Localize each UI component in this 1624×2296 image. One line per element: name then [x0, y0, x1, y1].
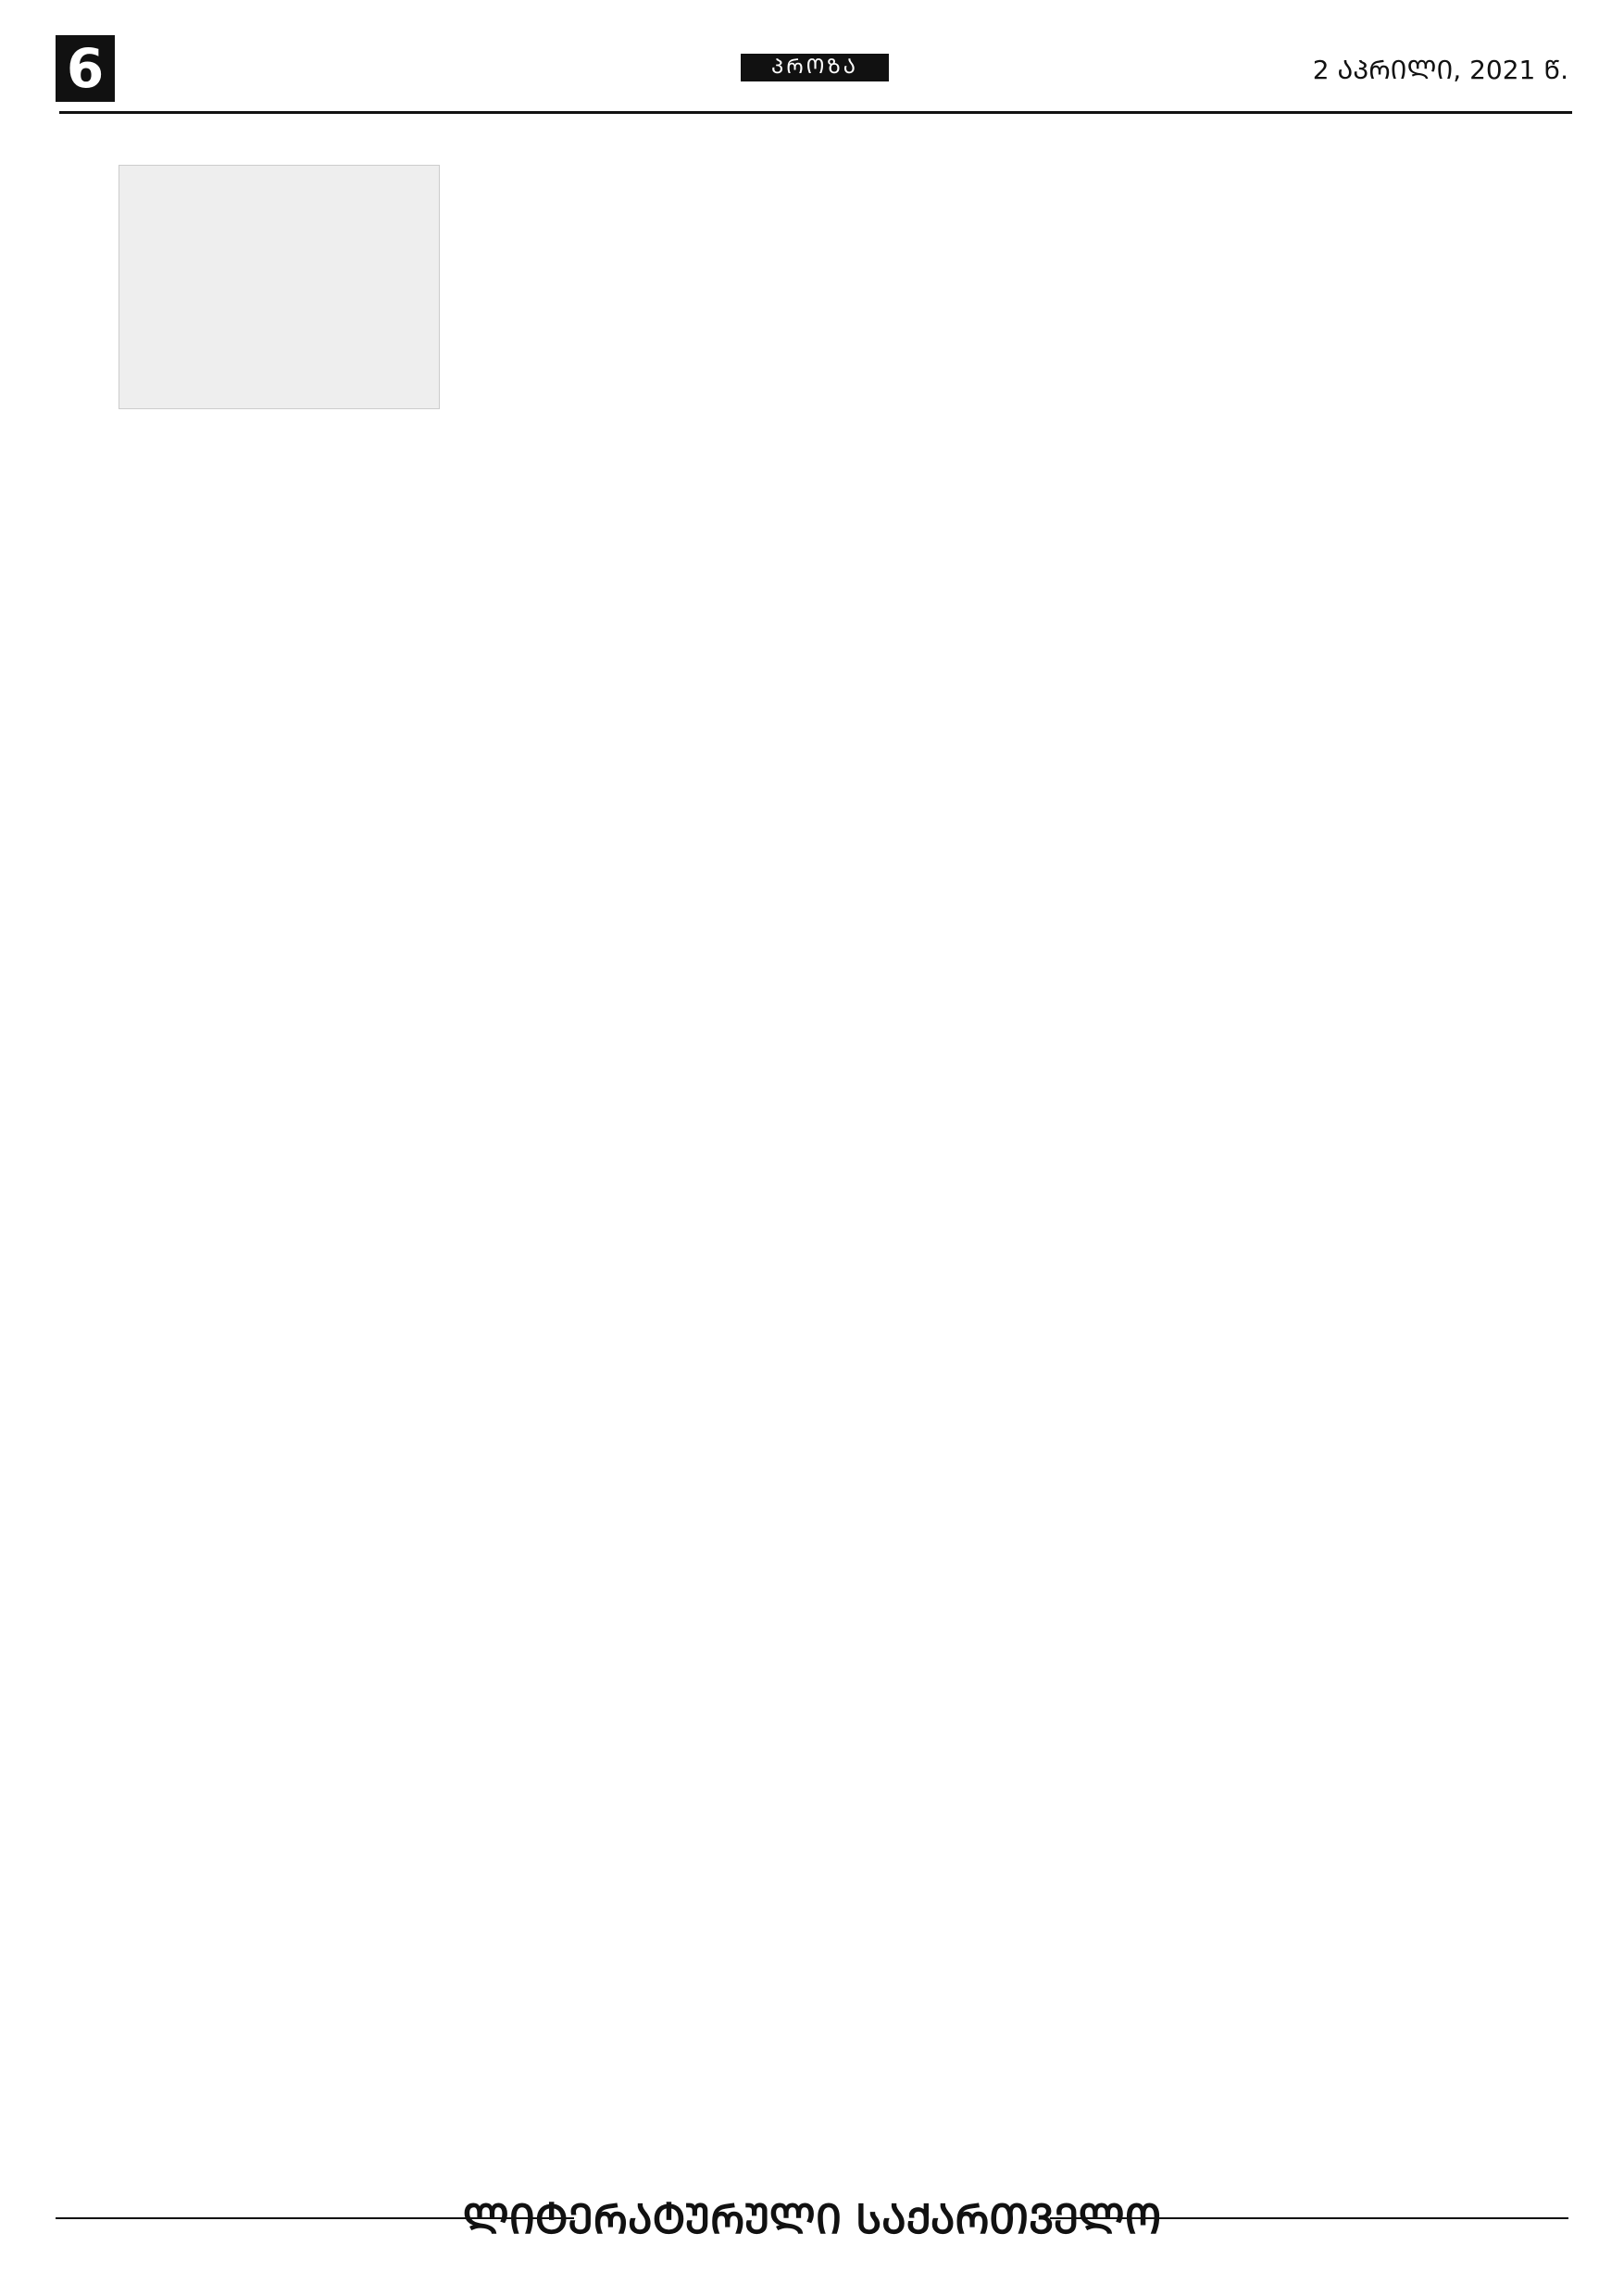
- issue-date: 2 ᲐᲞᲠᲘᲚᲘ, 2021 Წ.: [1312, 55, 1568, 85]
- footer-title: ᲚᲘᲢᲔᲠᲐᲢᲣᲠᲣᲚᲘ ᲡᲐᲥᲐᲠᲗᲕᲔᲚᲝ: [462, 2196, 1162, 2243]
- footer: [56, 2190, 1568, 2254]
- author-photo: [119, 165, 440, 409]
- header-rule: [59, 111, 1572, 114]
- page-number: 6: [56, 35, 115, 102]
- masthead: ᲞᲠᲝᲖᲐ: [741, 54, 889, 81]
- header: [56, 26, 1568, 119]
